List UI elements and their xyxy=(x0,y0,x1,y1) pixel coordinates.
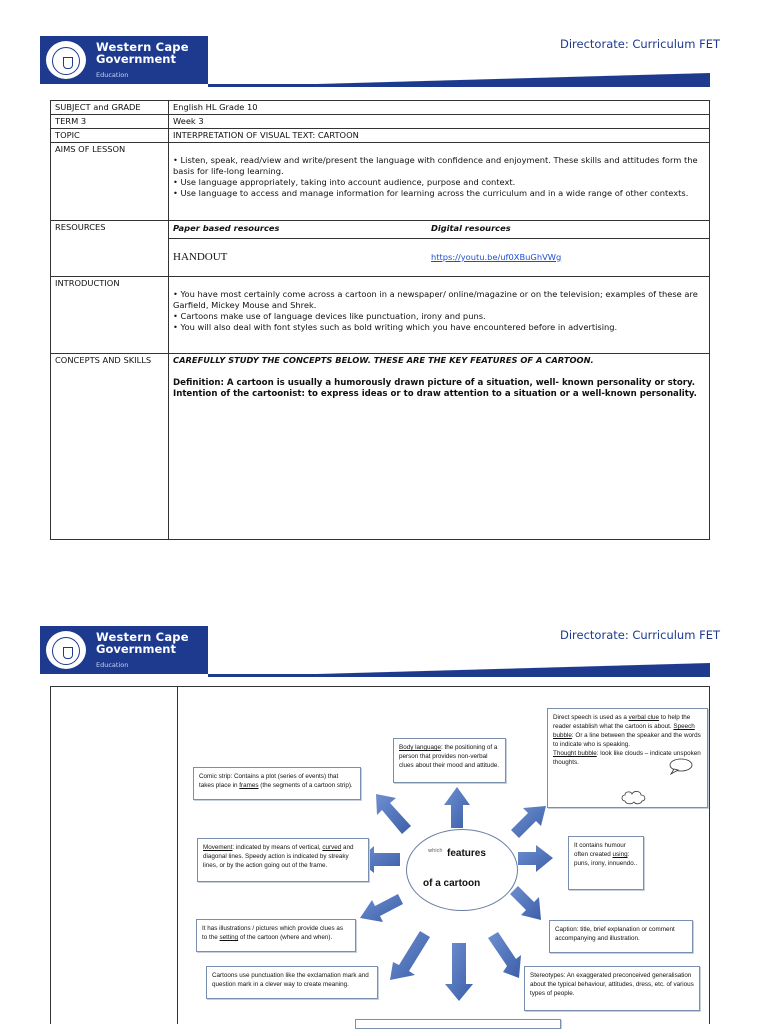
term: Movement xyxy=(203,844,233,851)
term: curved xyxy=(322,844,342,851)
org-sub: Education xyxy=(96,661,129,669)
aim-item: • Use language appropriately, taking into account audience, purpose and context. xyxy=(173,177,516,187)
aim-item: • Listen, speak, read/view and write/present the language with confidence and enjoyment. These skills and attitudes form the basis for life-long learning. xyxy=(173,155,698,176)
org-line1: Western Cape xyxy=(96,630,189,644)
desc: (the segments of a cartoon strip). xyxy=(258,782,353,789)
concepts-label: CONCEPTS AND SKILLS xyxy=(51,354,169,540)
stereotypes-box xyxy=(524,966,700,1011)
aim-item: • Use language to access and manage information for learning across the curriculum and in a wide range of other contexts. xyxy=(173,188,689,198)
term-value: Week 3 xyxy=(169,115,710,129)
org-line1: Western Cape xyxy=(96,40,189,54)
term: Thought bubble xyxy=(553,750,597,757)
concepts-heading: CAREFULLY STUDY THE CONCEPTS BELOW. THESE ARE THE KEY FEATURES OF A CARTOON. xyxy=(173,355,594,365)
paper-resources-label: Paper based resources xyxy=(169,221,427,238)
desc: and diagonal lines. Speedy action is indicated by streaky lines, or by the action going out of the frame. xyxy=(203,844,354,869)
caption-box xyxy=(549,920,693,953)
desc: : puns, irony, innuendo.. xyxy=(574,851,638,867)
topic-label: TOPIC xyxy=(51,129,169,143)
term: Body language xyxy=(399,744,442,751)
desc: : indicated by means of vertical, xyxy=(232,844,323,851)
youtube-link[interactable]: https://youtu.be/uf0XBuGhVWg xyxy=(431,251,562,262)
resources-label: RESOURCES xyxy=(51,221,169,277)
desc: to help the reader establish what the cartoon is about. xyxy=(553,714,691,730)
desc: : Or a line between the speaker and the words to indicate who is speaking. xyxy=(553,732,701,748)
humour-box xyxy=(568,836,644,890)
desc: Direct speech is used as a xyxy=(553,714,629,721)
topic-value: INTERPRETATION OF VISUAL TEXT: CARTOON xyxy=(169,129,710,143)
definition-text: Definition: A cartoon is usually a humorously drawn picture of a situation, well- known personality or story. xyxy=(173,378,696,388)
arrow-upright-icon xyxy=(511,806,546,838)
subject-value: English HL Grade 10 xyxy=(169,101,710,115)
directorate-title: Directorate: Curriculum FET xyxy=(560,628,720,642)
thought-cloud-icon xyxy=(620,789,648,807)
center-small-text: which xyxy=(428,848,443,854)
arrow-up-icon xyxy=(444,787,470,828)
term: verbal clue xyxy=(628,714,660,721)
desc: It contains humour often created xyxy=(574,842,626,858)
org-line2: Government xyxy=(96,642,176,656)
term: setting xyxy=(219,934,239,941)
term-label: TERM 3 xyxy=(51,115,169,129)
center-ellipse xyxy=(406,829,518,911)
arrow-down-right2-icon xyxy=(488,932,521,978)
movement-box xyxy=(197,838,369,882)
arrow-right-icon xyxy=(518,845,553,872)
desc: Cartoons use punctuation like the exclamation mark and question mark in a clever way to create meaning. xyxy=(212,972,369,988)
bottom-box-partial xyxy=(355,1019,561,1029)
illustrations-box xyxy=(196,919,356,952)
directorate-title: Directorate: Curriculum FET xyxy=(560,37,720,51)
arrow-downleft-icon xyxy=(390,931,430,980)
paper-resources-value: HANDOUT xyxy=(173,250,228,263)
term: Speech bubble xyxy=(553,723,695,739)
comic-strip-box xyxy=(193,767,361,800)
desc: : look like clouds – indicate unspoken thoughts. xyxy=(553,750,701,766)
punctuation-box xyxy=(206,966,378,999)
intention-text: Intention of the cartoonist: to express ideas or to draw attention to a situation or a well-known personality. xyxy=(173,389,697,399)
speech-bubble-icon xyxy=(668,757,694,775)
desc: : the positioning of a person that provides non-verbal clues about their mood and attitude. xyxy=(399,744,500,769)
arrow-down-icon xyxy=(445,943,473,1001)
body-language-box xyxy=(393,738,506,783)
desc: Comic strip: Contains a plot (series of events) that takes place in xyxy=(199,773,339,789)
desc: Stereotypes: An exaggerated preconceived generalisation about the typical behaviour, attitudes, dress, etc. of various types of people. xyxy=(530,972,694,997)
arrow-upleft-icon xyxy=(376,794,411,834)
term: frames xyxy=(239,782,259,789)
desc: It has illustrations / pictures which provide clues as to the xyxy=(202,925,344,941)
intro-item: • Cartoons make use of language devices like punctuation, irony and puns. xyxy=(173,311,486,321)
subject-label: SUBJECT and GRADE xyxy=(51,101,169,115)
center-title: features xyxy=(447,848,486,859)
digital-resources-label: Digital resources xyxy=(427,221,709,238)
org-line2: Government xyxy=(96,52,176,66)
intro-item: • You have most certainly come across a cartoon in a newspaper/ online/magazine or on the television; examples of these are Garfield, Mickey Mouse and Shrek. xyxy=(173,289,698,310)
org-sub: Education xyxy=(96,71,129,79)
desc: of the cartoon (where and when). xyxy=(238,934,333,941)
arrow-downright-icon xyxy=(510,886,541,920)
term: using xyxy=(612,851,628,858)
arrow-leftdown-icon xyxy=(360,894,403,922)
intro-label: INTRODUCTION xyxy=(51,277,169,354)
center-subtitle: of a cartoon xyxy=(423,878,481,889)
aims-label: AIMS OF LESSON xyxy=(51,143,169,221)
desc: Caption: title, brief explanation or comment accompanying and illustration. xyxy=(555,926,675,942)
intro-item: • You will also deal with font styles such as bold writing which you have encountered before in advertising. xyxy=(173,322,618,332)
